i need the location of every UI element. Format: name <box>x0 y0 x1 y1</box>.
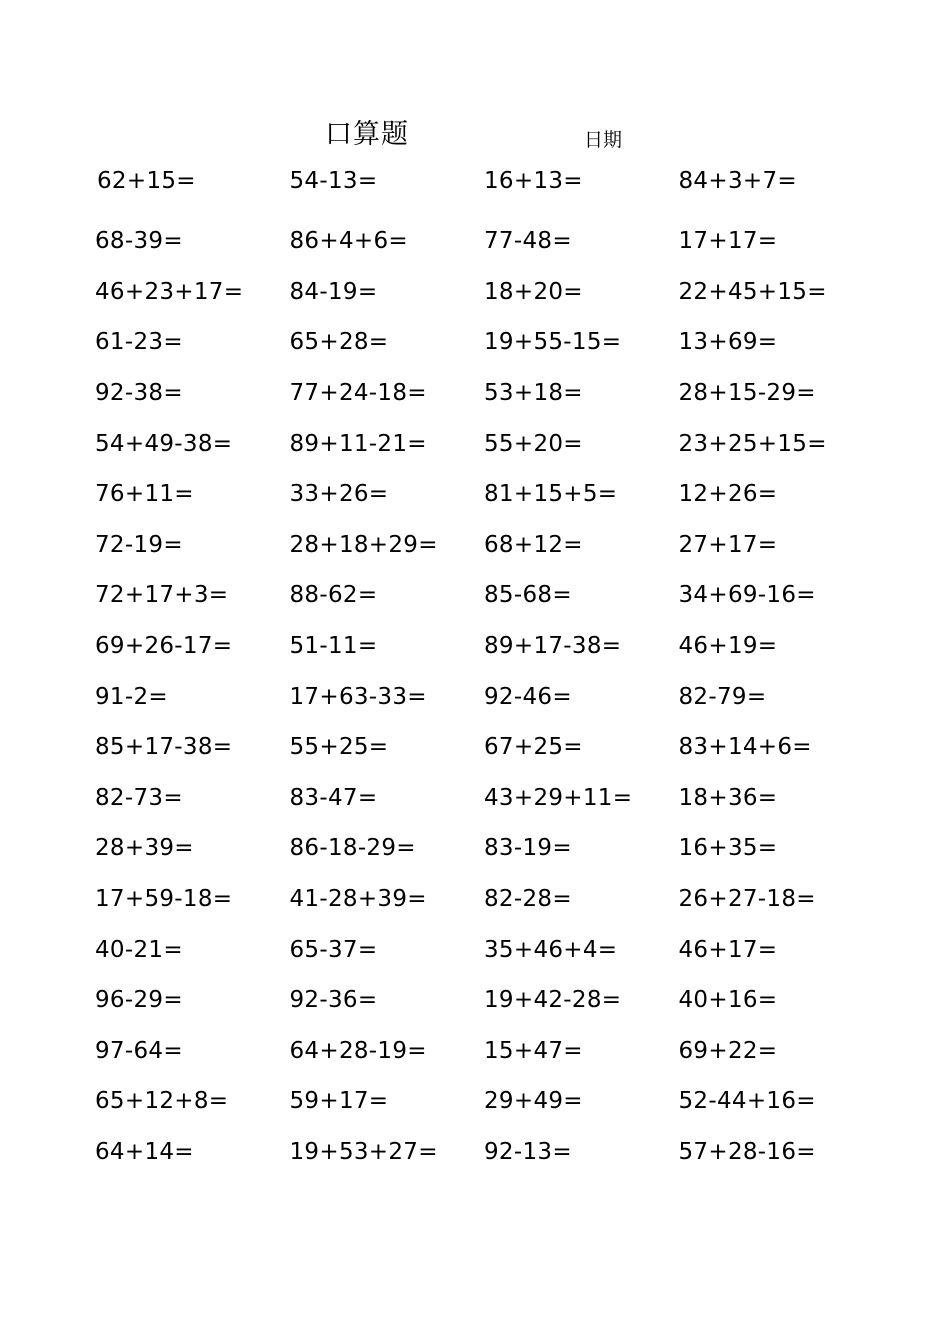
math-problem: 84-19= <box>289 278 378 305</box>
problem-row <box>95 368 895 419</box>
problem-row <box>95 773 895 824</box>
math-problem: 92-36= <box>289 987 378 1014</box>
math-problem: 92-38= <box>95 380 183 407</box>
problem-row <box>95 570 895 621</box>
problem-row <box>95 924 895 975</box>
math-problem: 82-28= <box>484 886 572 913</box>
math-problem: 34+69-16= <box>678 582 816 609</box>
math-problem: 64+28-19= <box>289 1037 427 1064</box>
problem-row <box>95 162 895 200</box>
math-problem: 28+39= <box>95 835 194 862</box>
math-problem: 22+45+15= <box>678 278 827 305</box>
problem-row <box>95 621 895 672</box>
problem-row <box>95 722 895 773</box>
math-problem: 17+63-33= <box>289 683 427 710</box>
worksheet-title: 口算题 <box>325 119 409 150</box>
math-problem: 46+17= <box>678 936 778 963</box>
math-problem: 26+27-18= <box>678 886 816 913</box>
math-problem: 68+12= <box>484 531 583 558</box>
math-problem: 28+18+29= <box>289 531 438 558</box>
math-problem: 77+24-18= <box>289 380 427 407</box>
problem-row <box>95 975 895 1026</box>
math-problem: 82-73= <box>95 784 183 811</box>
math-problem: 92-13= <box>484 1138 572 1165</box>
math-problem: 85-68= <box>484 582 572 609</box>
math-problem: 29+49= <box>484 1088 583 1115</box>
problem-row <box>95 418 895 469</box>
math-problem: 76+11= <box>95 481 194 508</box>
math-problem: 83-19= <box>484 835 572 862</box>
math-problem: 35+46+4= <box>484 936 618 963</box>
math-problem: 81+15+5= <box>484 481 618 508</box>
math-problem: 19+53+27= <box>289 1138 438 1165</box>
math-problem: 85+17-38= <box>95 734 233 761</box>
math-problem: 89+17-38= <box>484 633 622 660</box>
math-problem: 43+29+11= <box>484 784 633 811</box>
math-problem: 83+14+6= <box>678 734 812 761</box>
math-problem: 51-11= <box>289 633 378 660</box>
problem-row <box>95 469 895 520</box>
date-label: 日期 <box>584 129 623 151</box>
problem-grid <box>95 162 895 1177</box>
problem-row <box>95 1076 895 1127</box>
math-problem: 59+17= <box>289 1088 389 1115</box>
math-problem: 33+26= <box>289 481 389 508</box>
problem-row <box>95 267 895 318</box>
math-problem: 18+36= <box>678 784 778 811</box>
math-problem: 65+28= <box>289 329 389 356</box>
math-problem: 18+20= <box>484 278 583 305</box>
math-problem: 46+23+17= <box>95 278 244 305</box>
math-problem: 96-29= <box>95 987 183 1014</box>
math-problem: 16+35= <box>678 835 778 862</box>
math-problem: 69+26-17= <box>95 633 233 660</box>
math-problem: 12+26= <box>678 481 778 508</box>
math-problem: 67+25= <box>484 734 583 761</box>
math-problem: 55+20= <box>484 430 583 457</box>
math-problem: 88-62= <box>289 582 378 609</box>
math-problem: 41-28+39= <box>289 886 427 913</box>
math-problem: 65+12+8= <box>95 1088 229 1115</box>
math-problem: 19+42-28= <box>484 987 622 1014</box>
math-problem: 69+22= <box>678 1037 778 1064</box>
math-problem: 97-64= <box>95 1037 183 1064</box>
math-problem: 54-13= <box>289 168 378 194</box>
math-problem: 52-44+16= <box>678 1088 816 1115</box>
math-problem: 89+11-21= <box>289 430 427 457</box>
math-problem: 82-79= <box>678 683 767 710</box>
math-problem: 13+69= <box>678 329 778 356</box>
math-problem: 57+28-16= <box>678 1138 816 1165</box>
math-problem: 54+49-38= <box>95 430 233 457</box>
problem-row <box>95 823 895 874</box>
math-problem: 86-18-29= <box>289 835 416 862</box>
math-problem: 92-46= <box>484 683 572 710</box>
problem-row <box>95 216 895 267</box>
math-problem: 17+17= <box>678 228 778 255</box>
math-problem: 55+25= <box>289 734 389 761</box>
math-problem: 62+15= <box>97 168 196 194</box>
problem-row <box>95 520 895 571</box>
math-problem: 84+3+7= <box>678 168 797 194</box>
problem-row <box>95 317 895 368</box>
math-problem: 16+13= <box>484 168 583 194</box>
problem-row <box>95 671 895 722</box>
math-problem: 68-39= <box>95 228 183 255</box>
math-problem: 40-21= <box>95 936 183 963</box>
math-problem: 40+16= <box>678 987 778 1014</box>
math-problem: 17+59-18= <box>95 886 233 913</box>
problem-row <box>95 1026 895 1077</box>
math-problem: 86+4+6= <box>289 228 408 255</box>
problem-row <box>95 1127 895 1178</box>
math-problem: 65-37= <box>289 936 378 963</box>
math-problem: 83-47= <box>289 784 378 811</box>
math-problem: 91-2= <box>95 683 168 710</box>
math-problem: 77-48= <box>484 228 572 255</box>
math-problem: 61-23= <box>95 329 183 356</box>
math-problem: 15+47= <box>484 1037 583 1064</box>
math-problem: 72+17+3= <box>95 582 229 609</box>
math-problem: 19+55-15= <box>484 329 622 356</box>
problem-row <box>95 874 895 925</box>
math-problem: 46+19= <box>678 633 778 660</box>
math-problem: 28+15-29= <box>678 380 816 407</box>
math-problem: 53+18= <box>484 380 583 407</box>
math-problem: 72-19= <box>95 531 183 558</box>
math-problem: 23+25+15= <box>678 430 827 457</box>
math-problem: 64+14= <box>95 1138 194 1165</box>
math-problem: 27+17= <box>678 531 778 558</box>
